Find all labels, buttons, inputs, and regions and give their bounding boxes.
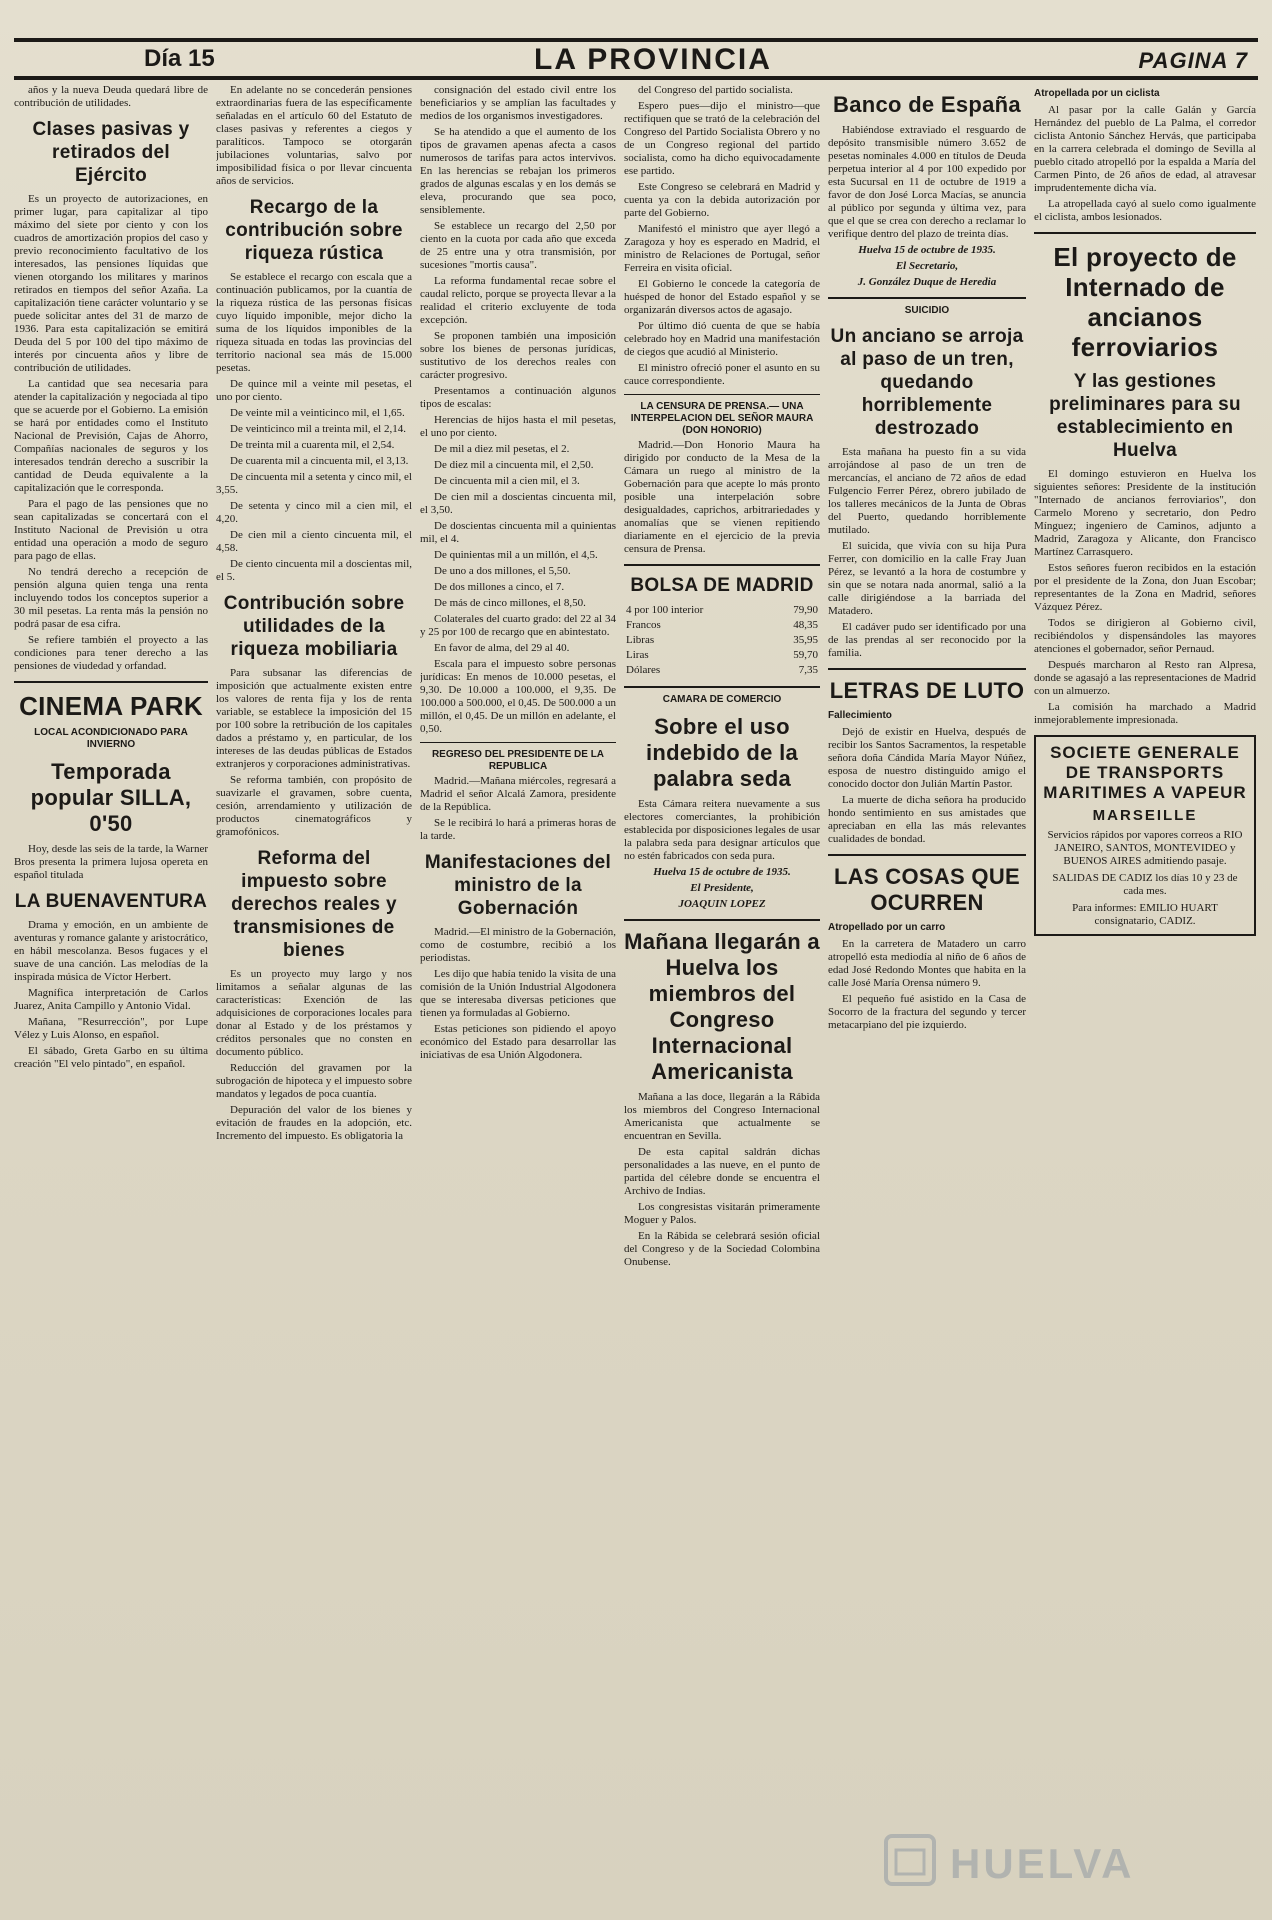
column-2 (216, 84, 412, 1784)
article-text: consignación del estado civil entre los beneficiarios y se amplían las facultades y medios de los organismos investigadores. (420, 84, 616, 122)
column-3 (420, 84, 616, 1784)
article-text: Se establece el recargo con escala que a continuación publicamos, por la cuantía de la riqueza rústica de las personas físicas cuyo líquido imponible, mejor dicho la suma de los líquidos imponibles de la riqueza situada en todas las provincias del territorio nacional sea más de 15.000 pesetas. (216, 271, 412, 374)
scale-item: De quince mil a veinte mil pesetas, el uno por ciento. (216, 378, 412, 403)
ad-cinema-sub: LOCAL ACONDICIONADO PARA INVIERNO (34, 727, 188, 750)
signature-role: El Presidente, (690, 882, 754, 894)
scale-item: De cincuenta mil a setenta y cinco mil, el 3,55. (216, 471, 412, 496)
headline-bolsa: BOLSA DE MADRID (630, 575, 814, 596)
page-day: Día 15 (144, 45, 215, 72)
table-row (624, 618, 820, 633)
ad-informes: Para informes: EMILIO HUART consignatario, CADIZ. (1072, 902, 1218, 927)
article-text: El Gobierno le concede la categoría de huésped de honor del Estado español y se organizarán diversos actos de agasajo. (624, 278, 820, 316)
article-text: Madrid.—Don Honorio Maura ha dirigido por conducto de la Mesa de la Cámara un ruego al ministro de la Gobernación para que acepte lo más pronto posible una interpelación sobre desigualdades, caprichos, arbitrariedades y anomalías que se vienen repitiendo diariamente en el ejercicio de la previa censura de Prensa. (624, 439, 820, 555)
headline-anciano: Un anciano se arroja al paso de un tren, quedando horriblemente destrozado (830, 326, 1024, 439)
article-text: La muerte de dicha señora ha producido hondo sentimiento en sus amistades que apreciaban en ella las más relevantes cualidades de bondad. (828, 794, 1026, 845)
article-text: La cantidad que sea necesaria para atender la capitalización y negociada al tipo que se acuerde por el Gobierno. La emisión se hará por entidades como el Instituto Nacional de Previsión, Cajas de Ahorro, Compañías nacionales de seguros y los interesados tendrán derecho a suscribir la cantidad de Deuda equivalente a la capitalización que le corresponda. (14, 378, 208, 494)
watermark-text: HUELVA (950, 1840, 1135, 1887)
ad-text: Magnífica interpretación de Carlos Juarez, Anita Campillo y Antonio Vidal. (14, 987, 208, 1012)
article-text: Se proponen también una imposición sobre los bienes de personas jurídicas, sustitutivo de los derechos reales con carácter progresivo. (420, 330, 616, 381)
kicker-suicidio: SUICIDIO (904, 305, 950, 316)
scale-item: De veinticinco mil a treinta mil, el 2,14. (230, 423, 406, 435)
article-text: No tendrá derecho a recepción de pensión alguna quien tenga una renta incluyendo todos los conceptos superior a 30 mil pesetas. La renta más la pensión no podrá pasar de esa cifra. (14, 566, 208, 630)
headline-manana: Mañana llegarán a Huelva los miembros del Congreso Internacional Americanista (624, 929, 820, 1084)
article-text: Madrid.—El ministro de la Gobernación, como de costumbre, recibió a los periodistas. (420, 926, 616, 964)
article-text: El domingo estuvieron en Huelva los siguientes señores: Presidente de la institución "Internado de ancianos ferroviarios", don Carmelo Moreno y secretario, don Pedro Mínguez; ingeniero de Caminos, adjunto a Madrid, Zaragoza y Alicante, don Francisco Martínez Carrasquero. (1034, 468, 1256, 558)
scale-item: De treinta mil a cuarenta mil, el 2,54. (230, 439, 395, 451)
table-row (624, 633, 820, 648)
kicker-ciclista: Atropellada por un ciclista (1034, 88, 1160, 99)
signature-name: JOAQUIN LOPEZ (678, 898, 766, 910)
column-5 (828, 84, 1026, 1784)
ad-text: Drama y emoción, en un ambiente de aventuras y romance galante y aristocrático, en hábil mescolanza. Besos fugaces y el suave de una canción. Las melodías de la inspirada música de Víctor Herbert. (14, 919, 208, 983)
article-text: El ministro ofreció poner el asunto en su cauce correspondiente. (624, 362, 820, 387)
article-text: Esta Cámara reitera nuevamente a sus electores comerciantes, la prohibición establecida por disposiciones legales de usar la palabra seda para designar artículos que no estén fabricados con seda pura. (624, 798, 820, 862)
bolsa-item: Liras (626, 649, 649, 661)
table-row (624, 603, 820, 618)
seal-icon (880, 1830, 940, 1890)
article-text: años y la nueva Deuda quedará libre de contribución de utilidades. (14, 84, 208, 109)
scale-item: De diez mil a cincuenta mil, el 2,50. (434, 459, 594, 471)
headline-recargo: Recargo de la contribución sobre riqueza rústica (225, 197, 403, 264)
article-text: Presentamos a continuación algunos tipos de escalas: (420, 385, 616, 410)
scale-item: De cincuenta mil a cien mil, el 3. (434, 475, 580, 487)
table-row (624, 648, 820, 663)
scale-item: De cuarenta mil a cincuenta mil, el 3,13. (230, 455, 409, 467)
article-text: Es un proyecto muy largo y nos limitamos a señalar algunas de las características: Exención de las adquisiciones de corporaciones locales para donar al Estado y de los préstamos y créditos personales que no consten en documento público. (216, 968, 412, 1058)
ad-text: Servicios rápidos por vapores correos a RIO JANEIRO, SANTOS, MONTEVIDEO y BUENOS AIRES admitiendo pasaje. (1047, 829, 1243, 867)
article-text: Después marcharon al Resto ran Alpresa, donde se agasajó a las representaciones de Madrid con un almuerzo. (1034, 659, 1256, 697)
article-text: Es un proyecto de autorizaciones, en primer lugar, para capitalizar al tipo máximo del siete por ciento y con los cuadros de amortización propios del caso y previo reconocimiento facultativo de los interesados, las pensiones líquidas que vienen otorgando los militares y marinos retirados en tiempos del señor Azaña. La capitalización tiene carácter voluntario y se puede solicitar antes del 31 de marzo de 1936. Para esta capitalización se emitirá Deuda del 5 por 100 del tipo máximo de interés por cincuenta años y libre de contribución de utilidades. (14, 193, 208, 374)
column-4 (624, 84, 820, 1784)
article-text: El pequeño fué asistido en la Casa de Socorro de la fractura del segundo y tercer metacarpiano del pie izquierdo. (828, 993, 1026, 1031)
headline-regreso: REGRESO DEL PRESIDENTE DE LA REPUBLICA (431, 749, 605, 772)
archive-watermark (880, 1820, 1180, 1900)
article-text: De esta capital saldrán dichas personalidades a las nueve, en el punto de partida del célebre donde se encuentra el Archivo de Indias. (624, 1146, 820, 1197)
article-text: Para subsanar las diferencias de imposición que actualmente existen entre los valores de renta fija y los de renta variable, se establece la imposición del 15 por 100 sobre la retribución de los capitales dados a préstamo y, en particular, de los intereses de las deudas públicas de Estados extranjeros y corporaciones administrativas. (216, 667, 412, 770)
bolsa-value: 48,35 (793, 619, 818, 631)
ad-cinema-temporada: Temporada popular SILLA, 0'50 (30, 759, 192, 836)
ad-salidas: SALIDAS DE CADIZ los días 10 y 23 de cada mes. (1052, 872, 1238, 897)
article-text: Mañana a las doce, llegarán a la Rábida los miembros del Congreso Internacional Americanista que actualmente se encuentran en Sevilla. (624, 1091, 820, 1142)
scale-item: De ciento cincuenta mil a doscientas mil, el 5. (216, 558, 412, 583)
article-text: Espero pues—dijo el ministro—que rectifiquen que se trató de la celebración del Congreso del Partido Socialista Obrero y no de un Congreso regional del partido socialista, como ha dicho equivocadamente ese partido. (624, 100, 820, 177)
article-text: Estas peticiones son pidiendo el apoyo económico del Estado para desarrollar las iniciativas de esa Unión Algodonera. (420, 1023, 616, 1061)
signature-date: Huelva 15 de octubre de 1935. (858, 244, 996, 256)
article-text: En favor de alma, del 29 al 40. (434, 642, 570, 654)
headline-camara: CAMARA DE COMERCIO (662, 694, 782, 705)
article-text: Reducción del gravamen por la subrogación de hipoteca y el impuesto sobre mandatos y legados de poca cuantía. (216, 1062, 412, 1100)
article-text: Les dijo que había tenido la visita de una comisión de la Unión Industrial Algodonera que se interesaba diversas peticiones que tienen ya formuladas al Gobierno. (420, 968, 616, 1019)
bolsa-value: 79,90 (793, 604, 818, 616)
article-text: Todos se dirigieron al Gobierno civil, recibiéndolos y dispensándoles las mayores atenciones el gobernador, señor Pernaud. (1034, 617, 1256, 655)
article-text: En adelante no se concederán pensiones extraordinarias fuera de las específicamente señaladas en el artículo 60 del Estatuto de clases pasivas y referentes a ciegos y paralíticos. Tampoco se otorgarán jubilaciones voluntarias, salvo por imposibilidad física o por llevar cincuenta años de servicios. (216, 84, 412, 187)
ad-transports-maritimes (1034, 735, 1256, 936)
bolsa-value: 59,70 (793, 649, 818, 661)
article-text: Este Congreso se celebrará en Madrid y cuenta ya con la debida autorización por parte del Gobierno. (624, 181, 820, 219)
scale-item: De setenta y cinco mil a cien mil, el 4,20. (216, 500, 412, 525)
article-text: del Congreso del partido socialista. (638, 84, 793, 96)
bolsa-table (624, 603, 820, 678)
ad-title: SOCIETE GENERALE DE TRANSPORTS MARITIMES A VAPEUR (1043, 743, 1247, 802)
ad-movie-title: LA BUENAVENTURA (14, 891, 208, 912)
article-text: Para el pago de las pensiones que no sean capitalizadas se concertará con el Instituto Nacional de Previsión u otra entidad una operación a modo de seguro para pago de ellas. (14, 498, 208, 562)
bolsa-value: 35,95 (793, 634, 818, 646)
article-text: Se ha atendido a que el aumento de los tipos de gravamen apenas afecta a casos numerosos de tarifas para actos intervivos. En las herencias se rebajan los primeros grados de algunas escalas y en los demás se eleva, procurando que sea poco, sensiblemente. (420, 126, 616, 216)
masthead (14, 38, 1258, 80)
page-number: PAGINA 7 (1138, 48, 1248, 73)
scale-item: De quinientas mil a un millón, el 4,5. (434, 549, 598, 561)
headline-proyecto: El proyecto de Internado de ancianos ferroviarios (1053, 242, 1237, 362)
article-text: Al pasar por la calle Galán y García Hernández del pueblo de La Palma, el corredor ciclista Antonio Sánchez Hervás, que participaba en la carrera celebrada el domingo de Sevilla al pueblo citado atropelló por la espalda a María del Carmen Pinto, de 26 años de edad, al atravesar imprudentemente dicha vía. (1034, 104, 1256, 194)
scale-item: De uno a dos millones, el 5,50. (434, 565, 571, 577)
column-1 (14, 84, 208, 1784)
signature-name: J. González Duque de Heredia (857, 276, 997, 288)
headline-gestiones: Y las gestiones preliminares para su establecimiento en Huelva (1049, 371, 1241, 461)
headline-clases-pasivas: Clases pasivas y retirados del Ejército (32, 119, 190, 186)
article-text: Habiéndose extraviado el resguardo de depósito transmisible número 3.652 de pesetas nominales 4.000 en títulos de Deuda perpetua interior al 4 por 100 expedido por esta Sucursal en 11 de octubre de 1919 a favor de don José Lorca Macías, se anuncia al público por segunda y última vez, para que el que se crea con derecho a reclamar lo verifique dentro del plazo de treinta días. (828, 124, 1026, 240)
article-text: En la Rábida se celebrará sesión oficial del Congreso y de la Sociedad Colombina Onubense. (624, 1230, 820, 1268)
bolsa-value: 7,35 (798, 664, 818, 676)
article-text: Se establece un recargo del 2,50 por ciento en la cuota por cada año que exceda de 25 entre una y otra transmisión, por sucesiones "mortis causa". (420, 220, 616, 271)
kicker-atropellado: Atropellado por un carro (828, 922, 946, 933)
ad-cinema-title: CINEMA PARK (19, 691, 203, 721)
article-text: Estos señores fueron recibidos en la estación por el presidente de la Zona, don Juan Escobar; representantes de la Zona en Madrid, señores Vázquez Pérez. (1034, 562, 1256, 613)
scale-item: De cien mil a doscientas cincuenta mil, el 3,50. (420, 491, 616, 516)
ad-city: MARSEILLE (1092, 807, 1198, 824)
article-text: Colaterales del cuarto grado: del 22 al 34 y 25 por 100 de recargo que en abintestato. (420, 613, 616, 638)
article-text: El cadáver pudo ser identificado por una de las prendas al ser reconocido por la familia. (828, 621, 1026, 659)
scale-item: De más de cinco millones, el 8,50. (434, 597, 586, 609)
article-text: Esta mañana ha puesto fin a su vida arrojándose al paso de un tren de mercancías, el anciano de 72 años de edad Fulgencio Ferrer Pérez, obrero jubilado de los talleres mecánicos de la Junta de Obras del Puerto, quedando horriblemente mutilado. (828, 446, 1026, 536)
newspaper-title: LA PROVINCIA (534, 43, 772, 76)
article-text: Manifestó el ministro que ayer llegó a Zaragoza y hoy es esperado en Madrid, el ministro de Relaciones de Portugal, señor Ferreira en visita oficial. (624, 223, 820, 274)
headline-seda: Sobre el uso indebido de la palabra seda (645, 714, 799, 791)
article-text: Madrid.—Mañana miércoles, regresará a Madrid el señor Alcalá Zamora, presidente de la República. (420, 775, 616, 813)
ad-text: Hoy, desde las seis de la tarde, la Warner Bros presenta la primera lujosa opereta en español titulada (14, 843, 208, 881)
bolsa-item: Libras (626, 634, 655, 646)
bolsa-item: Dólares (626, 664, 661, 676)
headline-banco: Banco de España (833, 92, 1021, 117)
article-text: La reforma fundamental recae sobre el caudal relicto, porque se proyecta llevar a la realidad el criterio excluyente de toda excepción. (420, 275, 616, 326)
scale-item: De cien mil a ciento cincuenta mil, el 4,58. (216, 529, 412, 554)
article-text: La atropellada cayó al suelo como igualmente el ciclista, ambos lesionados. (1034, 198, 1256, 223)
scale-item: De veinte mil a veinticinco mil, el 1,65. (230, 407, 405, 419)
headline-luto: LETRAS DE LUTO (829, 678, 1025, 703)
scale-item: De mil a diez mil pesetas, el 2. (434, 443, 570, 455)
article-text: Los congresistas visitarán primeramente Moguer y Palos. (624, 1201, 820, 1226)
bolsa-item: 4 por 100 interior (626, 604, 704, 616)
signature-date: Huelva 15 de octubre de 1935. (653, 866, 791, 878)
article-text: La comisión ha marchado a Madrid inmejorablemente impresionada. (1034, 701, 1256, 726)
scale-item: De doscientas cincuenta mil a quinientas mil, el 4. (420, 520, 616, 545)
article-text: Por último dió cuenta de que se había celebrado hoy en Madrid una manifestación de ciegos que acudió al Ministerio. (624, 320, 820, 358)
headline-contribucion: Contribución sobre utilidades de la riqueza mobiliaria (223, 593, 405, 660)
signature-role: El Secretario, (895, 260, 959, 272)
article-text: En la carretera de Matadero un carro atropelló esta mediodía al niño de 6 años de edad José Redondo Montes que habita en la calle José María Orensa número 9. (828, 938, 1026, 989)
headline-cosas: LAS COSAS QUE OCURREN (833, 864, 1021, 915)
headline-manifestaciones: Manifestaciones del ministro de la Gobernación (424, 852, 612, 919)
kicker-fallecimiento: Fallecimiento (828, 710, 892, 721)
scale-item: Herencias de hijos hasta el mil pesetas, el uno por ciento. (420, 414, 616, 439)
article-text: Se refiere también el proyecto a las condiciones para tener derecho a las pensiones de viudedad y orfandad. (14, 634, 208, 672)
headline-censura: LA CENSURA DE PRENSA.— UNA INTERPELACION DEL SEÑOR MAURA (DON HONORIO) (630, 401, 814, 436)
ad-text: El sábado, Greta Garbo en su última creación "El velo pintado", en español. (14, 1045, 208, 1070)
article-text: El suicida, que vivía con su hija Pura Ferrer, con domicilio en la calle Fray Juan Pérez, se levantó a la hora de costumbre y sin que se notara nada anormal, salió a la calle dirigiéndose a la barriada del Matadero. (828, 540, 1026, 617)
article-text: Depuración del valor de los bienes y evitación de fraudes en la adopción, etc. Incremento del impuesto. Es obligatoria la (216, 1104, 412, 1142)
article-text: Escala para el impuesto sobre personas jurídicas: En menos de 10.000 pesetas, el 9,30. De 10.000 a 100.000, el 9,35. De 100.000 a 500.000, el 0,45. De 500.000 a un millón, el 0,45. De un millón en adelante, el 0,50. (420, 658, 616, 735)
bolsa-item: Francos (626, 619, 661, 631)
headline-reforma: Reforma del impuesto sobre derechos reales y transmisiones de bienes (231, 848, 397, 961)
article-text: Se le recibirá lo hará a primeras horas de la tarde. (420, 817, 616, 842)
table-row (624, 663, 820, 678)
article-text: Se reforma también, con propósito de suavizarle el gravamen, sobre cuenta, cesión, arrendamiento y utilización de productos cinematográficos y gramofónicos. (216, 774, 412, 838)
column-6 (1034, 84, 1256, 1784)
article-text: Dejó de existir en Huelva, después de recibir los Santos Sacramentos, la respetable señora doña Cándida María Mayor Núñez, esposa de nuestro distinguido amigo el conocido doctor don Julián Martín Pastor. (828, 726, 1026, 790)
ad-text: Mañana, "Resurrección", por Lupe Vélez y Luis Alonso, en español. (14, 1016, 208, 1041)
scale-item: De dos millones a cinco, el 7. (434, 581, 565, 593)
